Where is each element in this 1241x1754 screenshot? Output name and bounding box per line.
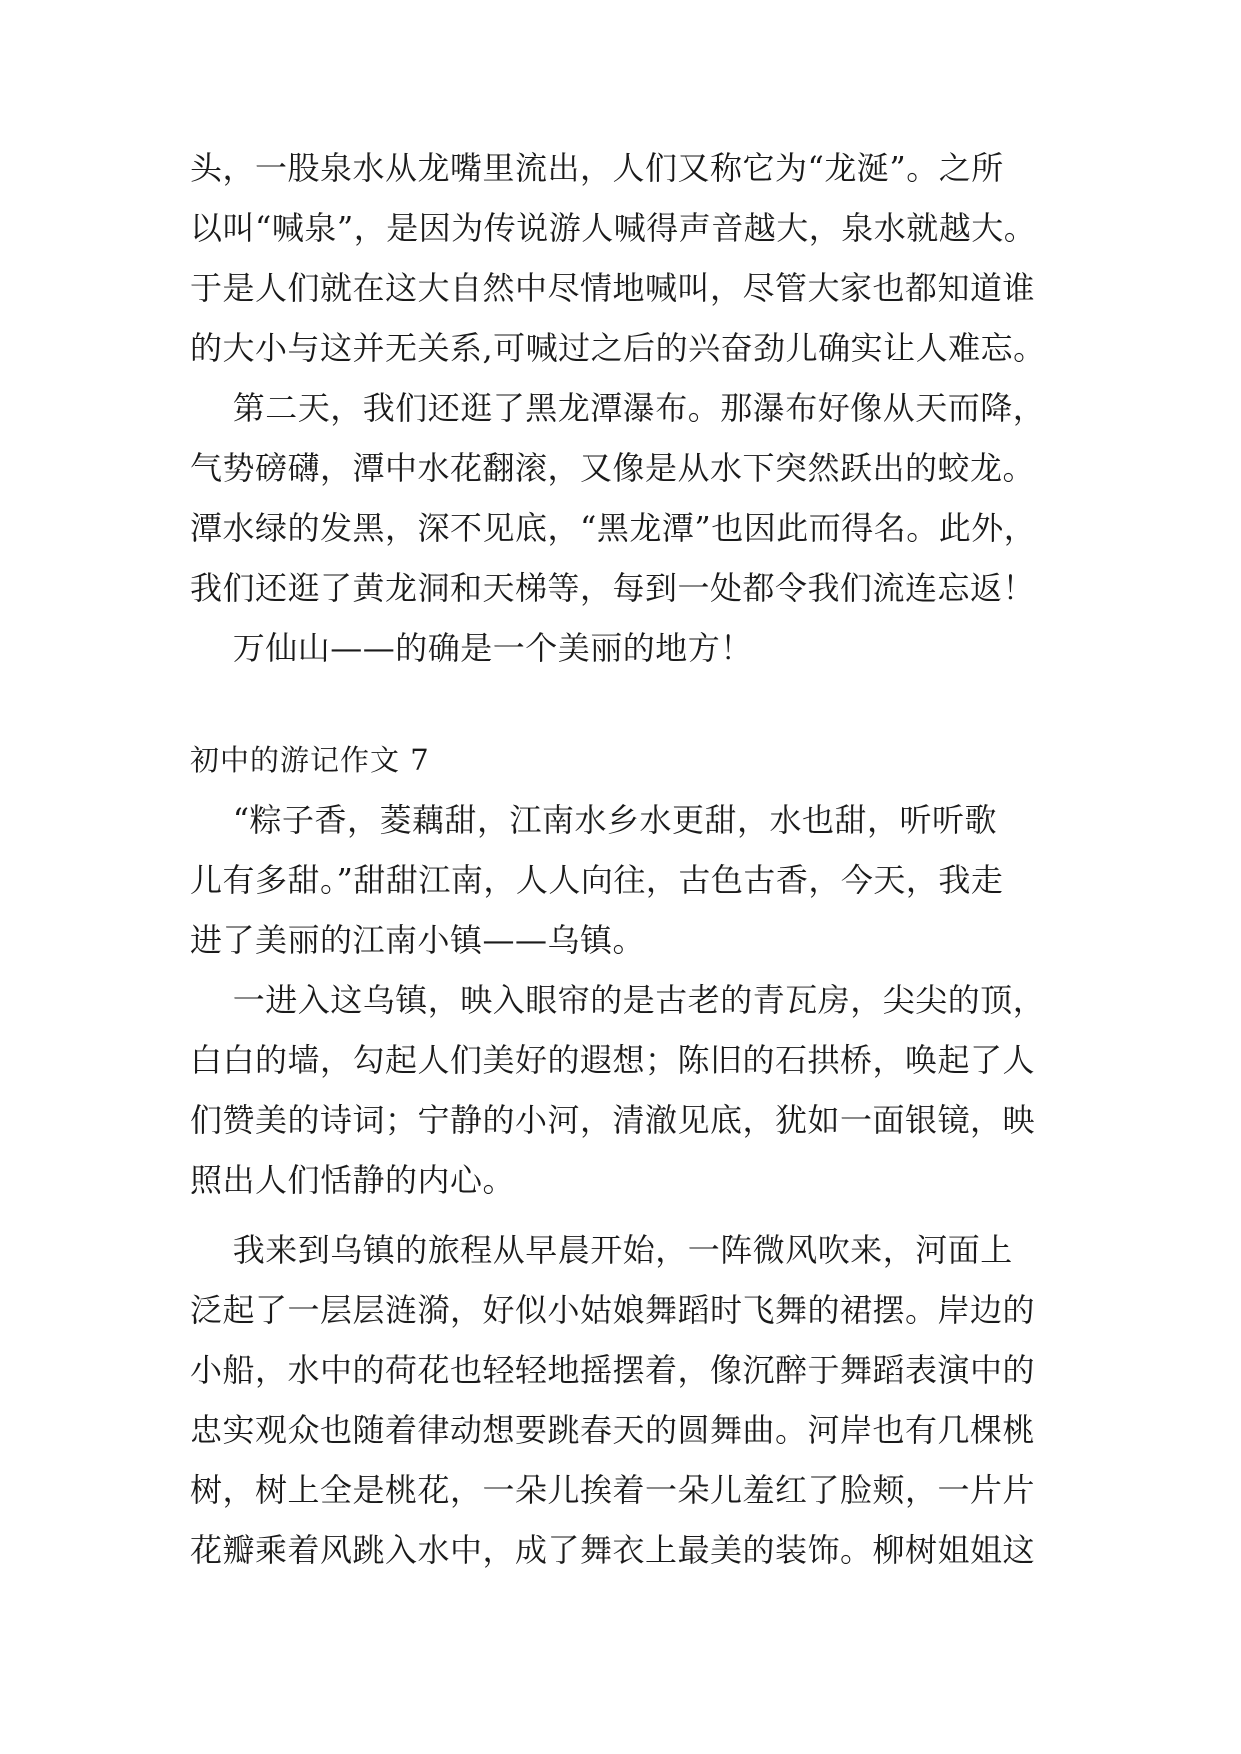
paragraph-line: 树，树上全是桃花，一朵儿挨着一朵儿羞红了脸颊，一片片	[190, 1471, 1036, 1509]
paragraph-line: 以叫“喊泉”，是因为传说游人喊得声音越大，泉水就越大。	[190, 209, 1037, 247]
paragraph-line: 的大小与这并无关系,可喊过之后的兴奋劲儿确实让人难忘。	[190, 329, 1046, 367]
paragraph-line: 照出人们恬静的内心。	[190, 1161, 516, 1199]
paragraph-line: 潭水绿的发黑，深不见底，“黑龙潭”也因此而得名。此外，	[190, 509, 1037, 547]
paragraph-line: 白白的墙，勾起人们美好的遐想；陈旧的石拱桥，唤起了人	[190, 1041, 1036, 1079]
paragraph-line: 忠实观众也随着律动想要跳春天的圆舞曲。河岸也有几棵桃	[190, 1411, 1036, 1449]
paragraph-line: 们赞美的诗词；宁静的小河，清澈见底，犹如一面银镜，映	[190, 1101, 1036, 1139]
essay-title: 初中的游记作文 7	[190, 743, 430, 777]
paragraph-line: 我们还逛了黄龙洞和天梯等，每到一处都令我们流连忘返！	[190, 569, 1036, 607]
paragraph-line: 头，一股泉水从龙嘴里流出，人们又称它为“龙涎”。之所	[190, 149, 1004, 187]
paragraph-line: “粽子香，菱藕甜，江南水乡水更甜，水也甜，听听歌	[190, 801, 998, 839]
paragraph-line: 一进入这乌镇，映入眼帘的是古老的青瓦房，尖尖的顶，	[190, 981, 1046, 1019]
paragraph-line: 万仙山——的确是一个美丽的地方！	[190, 629, 753, 667]
paragraph-line: 小船，水中的荷花也轻轻地摇摆着，像沉醉于舞蹈表演中的	[190, 1351, 1036, 1389]
paragraph-line: 儿有多甜。”甜甜江南，人人向往，古色古香，今天，我走	[190, 861, 1004, 899]
paragraph-line: 于是人们就在这大自然中尽情地喊叫，尽管大家也都知道谁	[190, 269, 1036, 307]
paragraph-line: 气势磅礴，潭中水花翻滚，又像是从水下突然跃出的蛟龙。	[190, 449, 1036, 487]
paragraph-line: 进了美丽的江南小镇——乌镇。	[190, 921, 646, 959]
paragraph-line: 花瓣乘着风跳入水中，成了舞衣上最美的装饰。柳树姐姐这	[190, 1531, 1036, 1569]
paragraph-line: 泛起了一层层涟漪，好似小姑娘舞蹈时飞舞的裙摆。岸边的	[190, 1291, 1036, 1329]
paragraph-line: 第二天，我们还逛了黑龙潭瀑布。那瀑布好像从天而降，	[190, 389, 1046, 427]
paragraph-line: 我来到乌镇的旅程从早晨开始，一阵微风吹来，河面上	[190, 1231, 1013, 1269]
